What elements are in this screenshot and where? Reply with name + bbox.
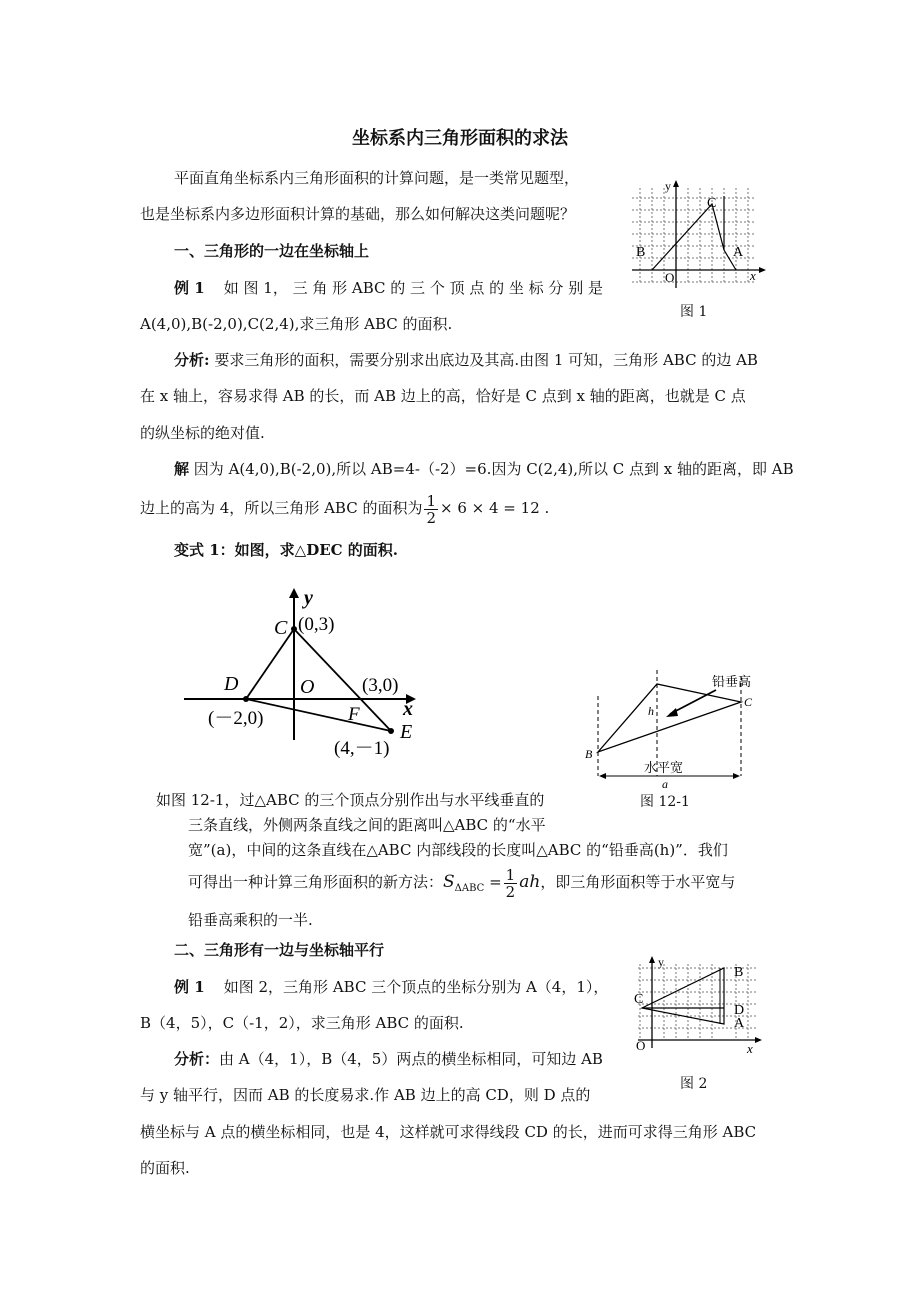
figure-12-1-label-horizontal: 水平宽 [644, 760, 684, 775]
figure-2-label-a: A [734, 1016, 745, 1031]
method-line-4 [188, 864, 735, 907]
formula-numerator: 1 [505, 865, 516, 884]
section-1-heading: 一、三角形的一边在坐标轴上 [174, 242, 370, 260]
section-2-heading: 二、三角形有一边与坐标轴平行 [174, 941, 385, 959]
figure-12-1-arrow-head [666, 708, 678, 717]
analysis-2-line-2: 与 y 轴平行，因而 AB 的长度易求.作 AB 边上的高 CD，则 D 点的 [140, 1086, 591, 1104]
figure-1-label-b: B [636, 245, 646, 260]
figure-dec-label-y: y [304, 587, 313, 609]
figure-dec-point-e [388, 728, 394, 734]
figure-1-graph [632, 178, 772, 298]
analysis-2-text: 由 A（4，1），B（4，5）两点的横坐标相同，可知边 AB [219, 1050, 603, 1068]
example-2-line-2: B（4，5），C（-1，2），求三角形 ABC 的面积. [140, 1014, 464, 1032]
figure-2-label-x: x [747, 1041, 753, 1056]
method-line-1: 如图 12-1，过△ABC 的三个顶点分别作出与水平线垂直的 [156, 791, 545, 809]
figure-2-caption: 图 2 [680, 1076, 708, 1092]
figure-2-label-o: O [636, 1038, 646, 1053]
formula-s: S [443, 872, 455, 892]
figure-dec-point-d [243, 696, 249, 702]
figure-2-label-c: C [634, 992, 644, 1007]
method-line-3: 宽”(a)，中间的这条直线在△ABC 内部线段的长度叫△ABC 的“铅垂高(h)”．我们 [188, 841, 728, 859]
figure-dec-label-o: O [300, 676, 315, 698]
figure-dec-label-c: C [274, 617, 288, 639]
fraction-numerator: 1 [426, 491, 437, 510]
analysis-2-line-4: 的面积. [140, 1159, 190, 1177]
example-2-text: 如图 2，三角形 ABC 三个顶点的坐标分别为 A（4，1）， [223, 978, 609, 996]
figure-2-label-d: D [734, 1003, 745, 1018]
method-text-pre: 可得出一种计算三角形面积的新方法： [188, 873, 444, 891]
figure-dec-side-de [246, 699, 391, 731]
figure-dec-graph [176, 582, 436, 762]
figure-1-y-arrow [673, 180, 679, 187]
figure-12-1-label-a: a [662, 777, 668, 790]
figure-dec-label-d-coord: (－2,0) [208, 708, 264, 729]
analysis-1-text: 要求三角形的面积，需要分别求出底边及其高.由图 1 可知，三角形 ABC 的边 AB [214, 351, 758, 369]
figure-2-y-arrow [649, 956, 655, 963]
figure-1-label-a: A [733, 245, 744, 260]
fraction-denominator: 2 [426, 508, 437, 527]
example-2-label: 例 1 [174, 978, 205, 996]
analysis-2-label: 分析： [174, 1050, 220, 1068]
figure-1-x-arrow [759, 267, 766, 273]
example-1-label: 例 1 [174, 279, 205, 297]
figure-12-1-caption: 图 12-1 [640, 794, 690, 810]
formula-ah: ah [519, 872, 541, 892]
figure-1-label-x: x [750, 268, 756, 283]
analysis-1-line-2: 在 x 轴上，容易求得 AB 的长，而 AB 边上的高，恰好是 C 点到 x 轴的距离，也就是 C 点 [140, 387, 746, 405]
solution-1-text: 因为 A(4,0),B(-2,0),所以 AB=4-（-2）=6.因为 C(2,4),所以 C 点到 x 轴的距离，即 AB [193, 460, 794, 478]
figure-dec-y-arrow [289, 588, 299, 598]
figure-2-label-y: y [658, 955, 664, 969]
figure-dec-label-x: x [403, 698, 413, 720]
figure-dec-label-c-coord: (0,3) [298, 614, 335, 635]
analysis-2-line-1 [174, 1049, 603, 1069]
figure-1-label-c: C [707, 196, 717, 211]
figure-dec-label-d: D [224, 673, 239, 695]
figure-12-1-label-h: h [648, 704, 654, 718]
figure-dec-side-cd [246, 629, 294, 699]
figure-2-label-b: B [734, 965, 744, 980]
figure-dec-point-c [291, 626, 297, 632]
example-1-line-2: A(4,0),B(-2,0),C(2,4),求三角形 ABC 的面积. [140, 315, 453, 333]
figure-12-1-label-c: C [744, 695, 753, 709]
figure-12-1-width-arrow-right [733, 773, 740, 779]
solution-1-label: 解 [174, 460, 190, 478]
figure-dec-label-f: F [348, 704, 360, 725]
figure-12-1-arrow-line [670, 690, 716, 714]
solution-1-fraction [424, 493, 438, 526]
figure-12-1-triangle [598, 684, 741, 752]
figure-1-caption: 图 1 [680, 304, 708, 320]
intro-line-2: 也是坐标系内多边形面积计算的基础，那么如何解决这类问题呢？ [140, 205, 576, 223]
example-1-text: 如 图 1， 三 角 形 ABC 的 三 个 顶 点 的 坐 标 分 别 是 [223, 279, 603, 297]
formula-equals: = [489, 873, 502, 891]
figure-12-1-graph [582, 664, 762, 790]
example-1-line-1 [174, 278, 603, 298]
solution-1-text-pre: 边上的高为 4，所以三角形 ABC 的面积为 [140, 499, 423, 517]
figure-12-1-width-arrow-left [599, 773, 606, 779]
figure-2-graph [632, 952, 772, 1064]
solution-1-line-2 [140, 490, 549, 526]
method-line-2: 三条直线，外侧两条直线之间的距离叫△ABC 的“水平 [188, 816, 546, 834]
solution-1-text-post: × 6 × 4 = 12 . [440, 499, 550, 517]
figure-1-grid [632, 188, 756, 282]
figure-1-label-o: O [665, 270, 675, 285]
figure-12-1-label-b: B [585, 747, 593, 761]
analysis-2-line-3: 横坐标与 A 点的横坐标相同，也是 4，这样就可求得线段 CD 的长，进而可求得三角形 ABC [140, 1123, 757, 1141]
formula-fraction [504, 867, 518, 900]
intro-line-1: 平面直角坐标系内三角形面积的计算问题，是一类常见题型， [174, 169, 580, 187]
solution-1-line-1 [174, 459, 794, 479]
example-2-line-1 [174, 977, 608, 997]
method-text-post: ，即三角形面积等于水平宽与 [540, 873, 736, 891]
page-title: 坐标系内三角形面积的求法 [352, 128, 568, 149]
figure-dec-label-f-coord: (3,0) [362, 675, 399, 696]
formula-subscript: ΔABC [454, 883, 485, 894]
analysis-1-line-3: 的纵坐标的绝对值. [140, 424, 265, 442]
analysis-1-line-1 [174, 350, 758, 370]
method-line-5: 铅垂高乘积的一半. [188, 911, 313, 929]
figure-dec-label-e: E [400, 721, 413, 743]
analysis-1-label: 分析: [174, 351, 210, 369]
figure-dec-label-e-coord: (4,－1) [334, 738, 390, 759]
figure-12-1-label-vertical: 铅垂高 [712, 674, 752, 689]
figure-2-x-arrow [755, 1037, 762, 1043]
variant-1: 变式 1：如图，求△DEC 的面积. [174, 541, 399, 559]
formula-denominator: 2 [505, 882, 516, 901]
figure-1-label-y: y [665, 179, 671, 193]
